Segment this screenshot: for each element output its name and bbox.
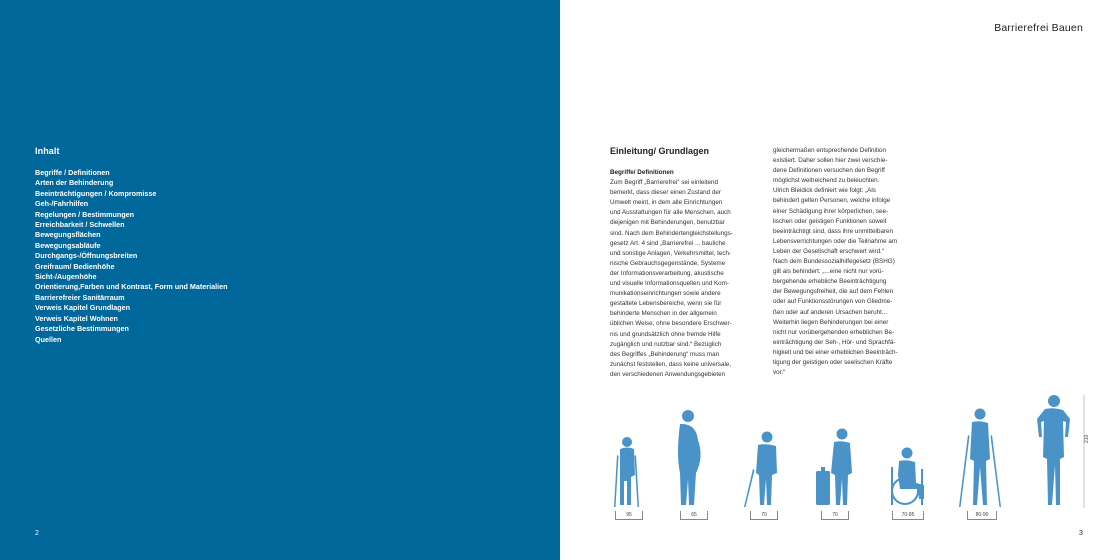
- column-1-line: sind. Nach dem Behindertengleichstellungs-: [610, 229, 733, 237]
- column-2-line: dene Definitionen versuchen den Begriff: [773, 167, 885, 175]
- column-2-line: behindert gelten Personen, welche infolge: [773, 197, 891, 205]
- toc-item-passage-widths[interactable]: Durchgangs-/Öffnungsbreiten: [35, 251, 138, 261]
- column-2-line: gleichermaßen entsprechende Definition: [773, 147, 887, 154]
- column-2-line: einer Schädigung ihrer körperlichen, see-: [773, 207, 889, 215]
- toc-item-sources[interactable]: Quellen: [35, 334, 62, 344]
- column-2-line: bergehende erhebliche Beeinträchtigung: [773, 278, 887, 286]
- toc-item-sanitary-room[interactable]: Barrierefreier Sanitärraum: [35, 292, 125, 302]
- column-2-line: gilt als behindert: „...eine nicht nur vorü-: [773, 268, 884, 276]
- column-1-line: zunächst feststellen, dass keine universale,: [610, 360, 732, 368]
- text-column-2: [773, 146, 925, 378]
- toc-item-ref-basics[interactable]: Verweis Kapitel Grundlagen: [35, 303, 131, 313]
- column-1-line: bemerkt, dass dieser einen Zustand der: [610, 189, 721, 197]
- toc-item-disability-types[interactable]: Arten der Behinderung: [35, 178, 114, 188]
- column-1-line: und visuelle Informationsquellen und Kom-: [610, 280, 730, 288]
- column-2-line: Nach dem Bundessozialhilfegesetz (BSHG): [773, 258, 895, 266]
- height-label: 210: [1084, 434, 1090, 443]
- column-1-line: Umwelt meint, in dem alle Einrichtungen: [610, 199, 723, 207]
- toc-item-regulations[interactable]: Regelungen / Bestimmungen: [35, 209, 135, 219]
- toc-item-ref-living[interactable]: Verweis Kapitel Wohnen: [35, 313, 118, 323]
- wheelchair-user-icon: [892, 448, 924, 506]
- column-1-line: munikationseinrichtungen sowie andere: [610, 290, 721, 298]
- elderly-person-with-cane-icon: [744, 432, 777, 508]
- width-label-3: 70: [750, 511, 778, 520]
- column-1-line: diejenigen mit Behinderungen, benutzbar: [610, 219, 725, 227]
- column-2-line: Lebensverrichtungen oder die Teilnahme am: [773, 237, 898, 245]
- person-with-forearm-crutches-icon: [959, 409, 1001, 508]
- column-1-line: üblichen Weise, ohne besondere Erschwer-: [610, 320, 732, 328]
- toc-item-definitions[interactable]: Begriffe / Definitionen: [35, 168, 110, 177]
- page-number-right: 3: [1079, 530, 1083, 537]
- column-2-line: Ulrich Bleidick definiert wie folgt: „Als: [773, 187, 876, 195]
- width-label-2: 65: [680, 511, 708, 520]
- table-of-contents: [35, 168, 227, 345]
- width-label-5: 70-85: [892, 511, 924, 520]
- column-2-line: oder auf Funktionsstörungen von Gliedme-: [773, 298, 893, 306]
- column-2-line: beeinträchtigt sind, dass ihre unmittelbaren: [773, 227, 894, 235]
- column-1-line: des Begriffes „Behinderung“ muss man: [610, 350, 720, 358]
- figure-strip: [600, 395, 1110, 525]
- column-1-line: und Ausstattungen für alle Menschen, auch: [610, 209, 731, 217]
- column-2-line: lischen oder geistigen Funktionen soweit: [773, 217, 887, 225]
- column-1-line: und sonstige Anlagen, Verkehrsmittel, tech-: [610, 249, 732, 257]
- person-with-crutches-icon: [614, 437, 639, 507]
- person-with-luggage-icon: [816, 429, 852, 506]
- column-2-line: möglichst weitreichend zu beleuchten.: [773, 177, 880, 185]
- column-2-line: Leben der Gesellschaft erschwert wird.“: [773, 247, 884, 255]
- column-2-line: existiert. Daher sollen hier zwei verschie-: [773, 157, 888, 165]
- toc-item-orientation[interactable]: Orientierung,Farben und Kontrast, Form und Materialien: [35, 282, 228, 292]
- obese-person-icon: [678, 410, 701, 505]
- column-2-line: einträchtigung der Seh-, Hör- und Sprachfä-: [773, 338, 896, 346]
- toc-item-reach-height[interactable]: Greifraum/ Bedienhöhe: [35, 261, 115, 271]
- column-2-line: vor.“: [773, 369, 786, 377]
- subheading: Begriffe/ Definitionen: [610, 169, 674, 176]
- column-1-line: nische Gebrauchsgegenstände, Systeme: [610, 259, 726, 267]
- column-2-line: tigung der geistigen oder seelischen Kräfte: [773, 358, 893, 366]
- toc-item-movement-areas[interactable]: Bewegungsflächen: [35, 230, 101, 240]
- column-1-line: gestaltete Lebensbereiche, wenn sie für: [610, 300, 722, 308]
- width-label-6: 80-90: [967, 511, 997, 520]
- toc-item-accessibility-thresholds[interactable]: Erreichbarkeit / Schwellen: [35, 220, 125, 230]
- column-2-line: nicht nur vorübergehenden erheblichen Be-: [773, 328, 895, 336]
- column-1-line: der Informationsverarbeitung, akustische: [610, 269, 724, 277]
- toc-item-mobility-aids[interactable]: Geh-/Fahrhilfen: [35, 199, 89, 209]
- section-heading: Einleitung/ Grundlagen: [610, 146, 709, 156]
- column-1-line: Zum Begriff „Barrierefrei“ sei einleitend: [610, 179, 719, 187]
- column-1-line: gesetz Art. 4 sind „Barrierefrei ... bauliche: [610, 239, 726, 247]
- book-title: Barrierefrei Bauen: [994, 22, 1083, 34]
- width-label-4: 70: [821, 511, 849, 520]
- standing-person-icon: [1037, 395, 1070, 505]
- silhouettes-illustration: [600, 395, 1110, 525]
- toc-item-legal[interactable]: Gesetzliche Bestimmungen: [35, 324, 129, 334]
- column-1-line: zugänglich und nutzbar sind.“ Bezüglich: [610, 340, 722, 348]
- text-column-1: [610, 168, 762, 380]
- toc-heading: Inhalt: [35, 146, 60, 156]
- column-2-line: higkeit und bei einer erheblichen Beeinträch-: [773, 348, 898, 356]
- toc-item-impairments[interactable]: Beeinträchtigungen / Kompromisse: [35, 188, 157, 198]
- toc-item-movement-sequences[interactable]: Bewegungsabläufe: [35, 240, 101, 250]
- column-2-line: ßen oder auf anderen Ursachen beruht...: [773, 308, 888, 316]
- column-2-line: Weiterhin liegen Behinderungen bei einer: [773, 318, 889, 326]
- column-1-line: den verschiedenen Anwendungsgebieten: [610, 370, 726, 378]
- column-1-line: behinderte Menschen in der allgemein: [610, 310, 717, 318]
- width-label-1: 95: [615, 511, 643, 520]
- column-2-line: der Bewegungsfreiheit, die auf dem Fehlen: [773, 288, 894, 296]
- column-1-line: nis und grundsätzlich ohne fremde Hilfe: [610, 330, 721, 338]
- toc-item-eye-level[interactable]: Sicht-/Augenhöhe: [35, 272, 97, 282]
- page-number-left: 2: [35, 530, 39, 537]
